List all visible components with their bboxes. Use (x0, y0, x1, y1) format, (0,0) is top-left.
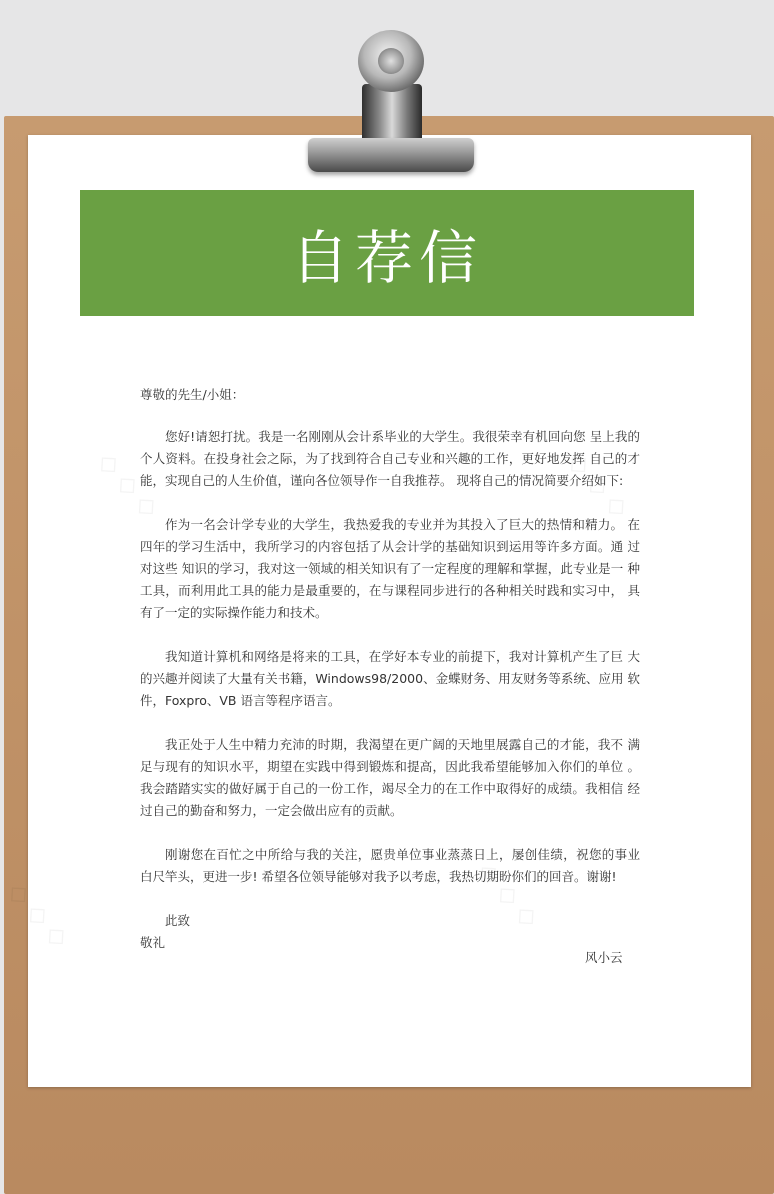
paragraph-aspiration: 我正处于人生中精力充沛的时期，我渴望在更广阔的天地里展露自己的才能，我不 满足与现有的知识水平，期望在实践中得到锻炼和提高，因此我希望能够加入你们的单位 。我会踏踏实实的做好属于自己的一份工作，竭尽全力的在工作中取得好的成绩。我相信 经过自己的勤奋和努力，一定会做出应有的贡献。 (140, 737, 640, 818)
paragraph-intro: 您好!请恕打扰。我是一名刚刚从会计系毕业的大学生。我很荣幸有机回向您 呈上我的个人资料。在投身社会之际，为了找到符合自己专业和兴趣的工作，更好地发挥 自己的才能，实现自己的人生价值，谨向各位领导作一自我推荐。 现将自己的情况简要介绍如下: (140, 429, 640, 488)
page-title: 自荐信 (290, 224, 483, 292)
letter-body (140, 384, 640, 954)
paragraph-thanks: 刚谢您在百忙之中所给与我的关注，愿贵单位事业蒸蒸日上，屡创佳绩，祝您的事业 白尺竿头，更进一步! 希望各位领导能够对我予以考虑，我热切期盼你们的回音。谢谢! (140, 847, 640, 884)
signature: 风小云 (585, 950, 623, 965)
binder-clip-icon (300, 24, 482, 176)
paragraph-major: 作为一名会计学专业的大学生，我热爱我的专业并为其投入了巨大的热情和精力。 在四年的学习生活中，我所学习的内容包括了从会计学的基础知识到运用等许多方面。通 过对这些 知识的学习，我对这一领域的相关知识有了一定程度的理解和掌握，此专业是一 种工具，而利用此工具的能力是最重要的，在与课程同步进行的各种相关时践和实习中， 具有了一定的实际操作能力和技术。 (140, 517, 640, 620)
closing-line-2: 敬礼 (140, 935, 166, 950)
paragraph-computer: 我知道计算机和网络是将来的工具，在学好本专业的前提下，我对计算机产生了巨 大的兴趣并阅读了大量有关书籍，Windows98/2000、金蝶财务、用友财务等系统、应用 软件，Foxpro、VB 语言等程序语言。 (140, 649, 640, 708)
title-banner (80, 190, 694, 316)
closing-line-1: 此致 (165, 913, 191, 928)
salutation: 尊敬的先生/小姐： (140, 387, 245, 402)
